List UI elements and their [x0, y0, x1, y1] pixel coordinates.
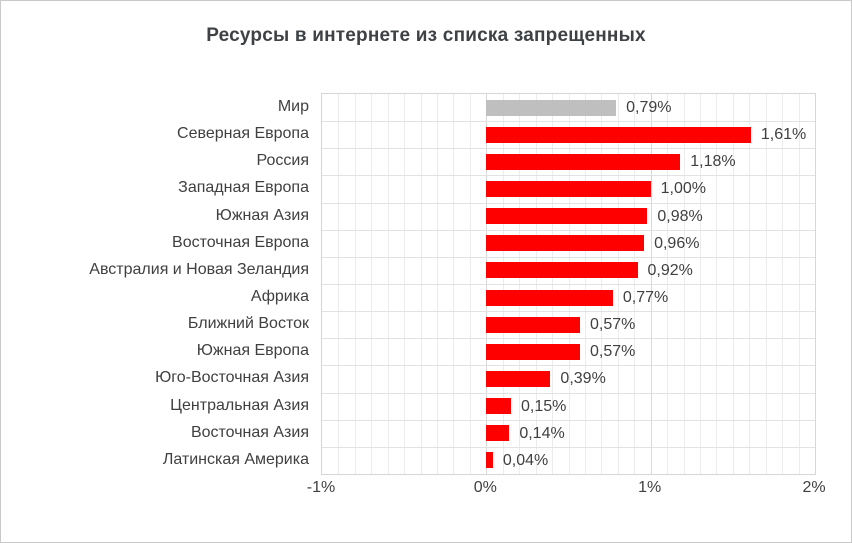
bar — [486, 235, 644, 251]
value-label: 1,61% — [760, 126, 807, 144]
category-label: Восточная Европа — [172, 233, 309, 251]
category-label: Африка — [250, 288, 309, 305]
gridline-row — [322, 447, 815, 448]
bar — [486, 425, 509, 441]
bar — [486, 100, 616, 116]
value-label: 0,39% — [560, 370, 606, 388]
category-label: Ближний Восток — [187, 315, 309, 333]
bar — [486, 208, 647, 224]
category-label: Центральная Азия — [170, 396, 309, 414]
x-axis — [306, 479, 826, 501]
value-label: 0,57% — [590, 316, 636, 334]
x-tick-label: -1% — [306, 479, 336, 496]
gridline-row — [322, 311, 815, 312]
bar — [486, 154, 680, 170]
gridline-row — [322, 230, 815, 231]
bar — [486, 398, 511, 414]
category-label: Западная Европа — [178, 179, 309, 197]
gridline-row — [322, 284, 815, 285]
bar — [486, 127, 751, 143]
value-label: 0,92% — [647, 261, 693, 279]
value-label: 0,15% — [520, 397, 567, 415]
value-label: 0,79% — [626, 99, 672, 116]
category-label: Восточная Азия — [190, 423, 309, 441]
value-label: 1,18% — [690, 153, 736, 171]
category-label: Мир — [277, 98, 309, 115]
gridline-row — [322, 203, 815, 204]
category-label: Австралия и Новая Зеландия — [89, 260, 309, 278]
plot-area — [321, 93, 816, 475]
category-label: Южная Азия — [215, 206, 309, 224]
value-label: 0,04% — [502, 451, 549, 469]
bar — [486, 262, 637, 278]
gridline-row — [322, 338, 815, 339]
gridline-row — [322, 393, 815, 394]
value-label: 1,00% — [660, 180, 707, 198]
gridline-row — [322, 121, 815, 122]
category-label: Южная Европа — [196, 342, 309, 360]
gridline-row — [322, 257, 815, 258]
chart-title: Ресурсы в интернете из списка запрещенных — [206, 25, 646, 46]
gridline-row — [322, 420, 815, 421]
bar — [486, 344, 580, 360]
bar — [486, 317, 580, 333]
value-label: 0,96% — [654, 234, 700, 252]
value-label: 0,57% — [590, 343, 636, 361]
x-tick-label: 1% — [638, 479, 662, 496]
value-label: 0,77% — [622, 289, 669, 306]
value-label: 0,14% — [519, 424, 565, 442]
category-label: Латинская Америка — [162, 450, 309, 468]
bar — [486, 371, 550, 387]
bar — [486, 181, 650, 197]
category-label: Россия — [256, 152, 309, 170]
category-label: Юго-Восточная Азия — [155, 369, 309, 387]
category-axis — [1, 93, 309, 473]
x-tick-label: 0% — [473, 479, 497, 496]
value-label: 0,98% — [657, 207, 703, 225]
bar — [486, 290, 613, 306]
gridline-row — [322, 175, 815, 176]
x-tick-label: 2% — [802, 479, 826, 496]
bar — [486, 452, 493, 468]
gridline-row — [322, 148, 815, 149]
category-label: Северная Европа — [177, 125, 309, 143]
